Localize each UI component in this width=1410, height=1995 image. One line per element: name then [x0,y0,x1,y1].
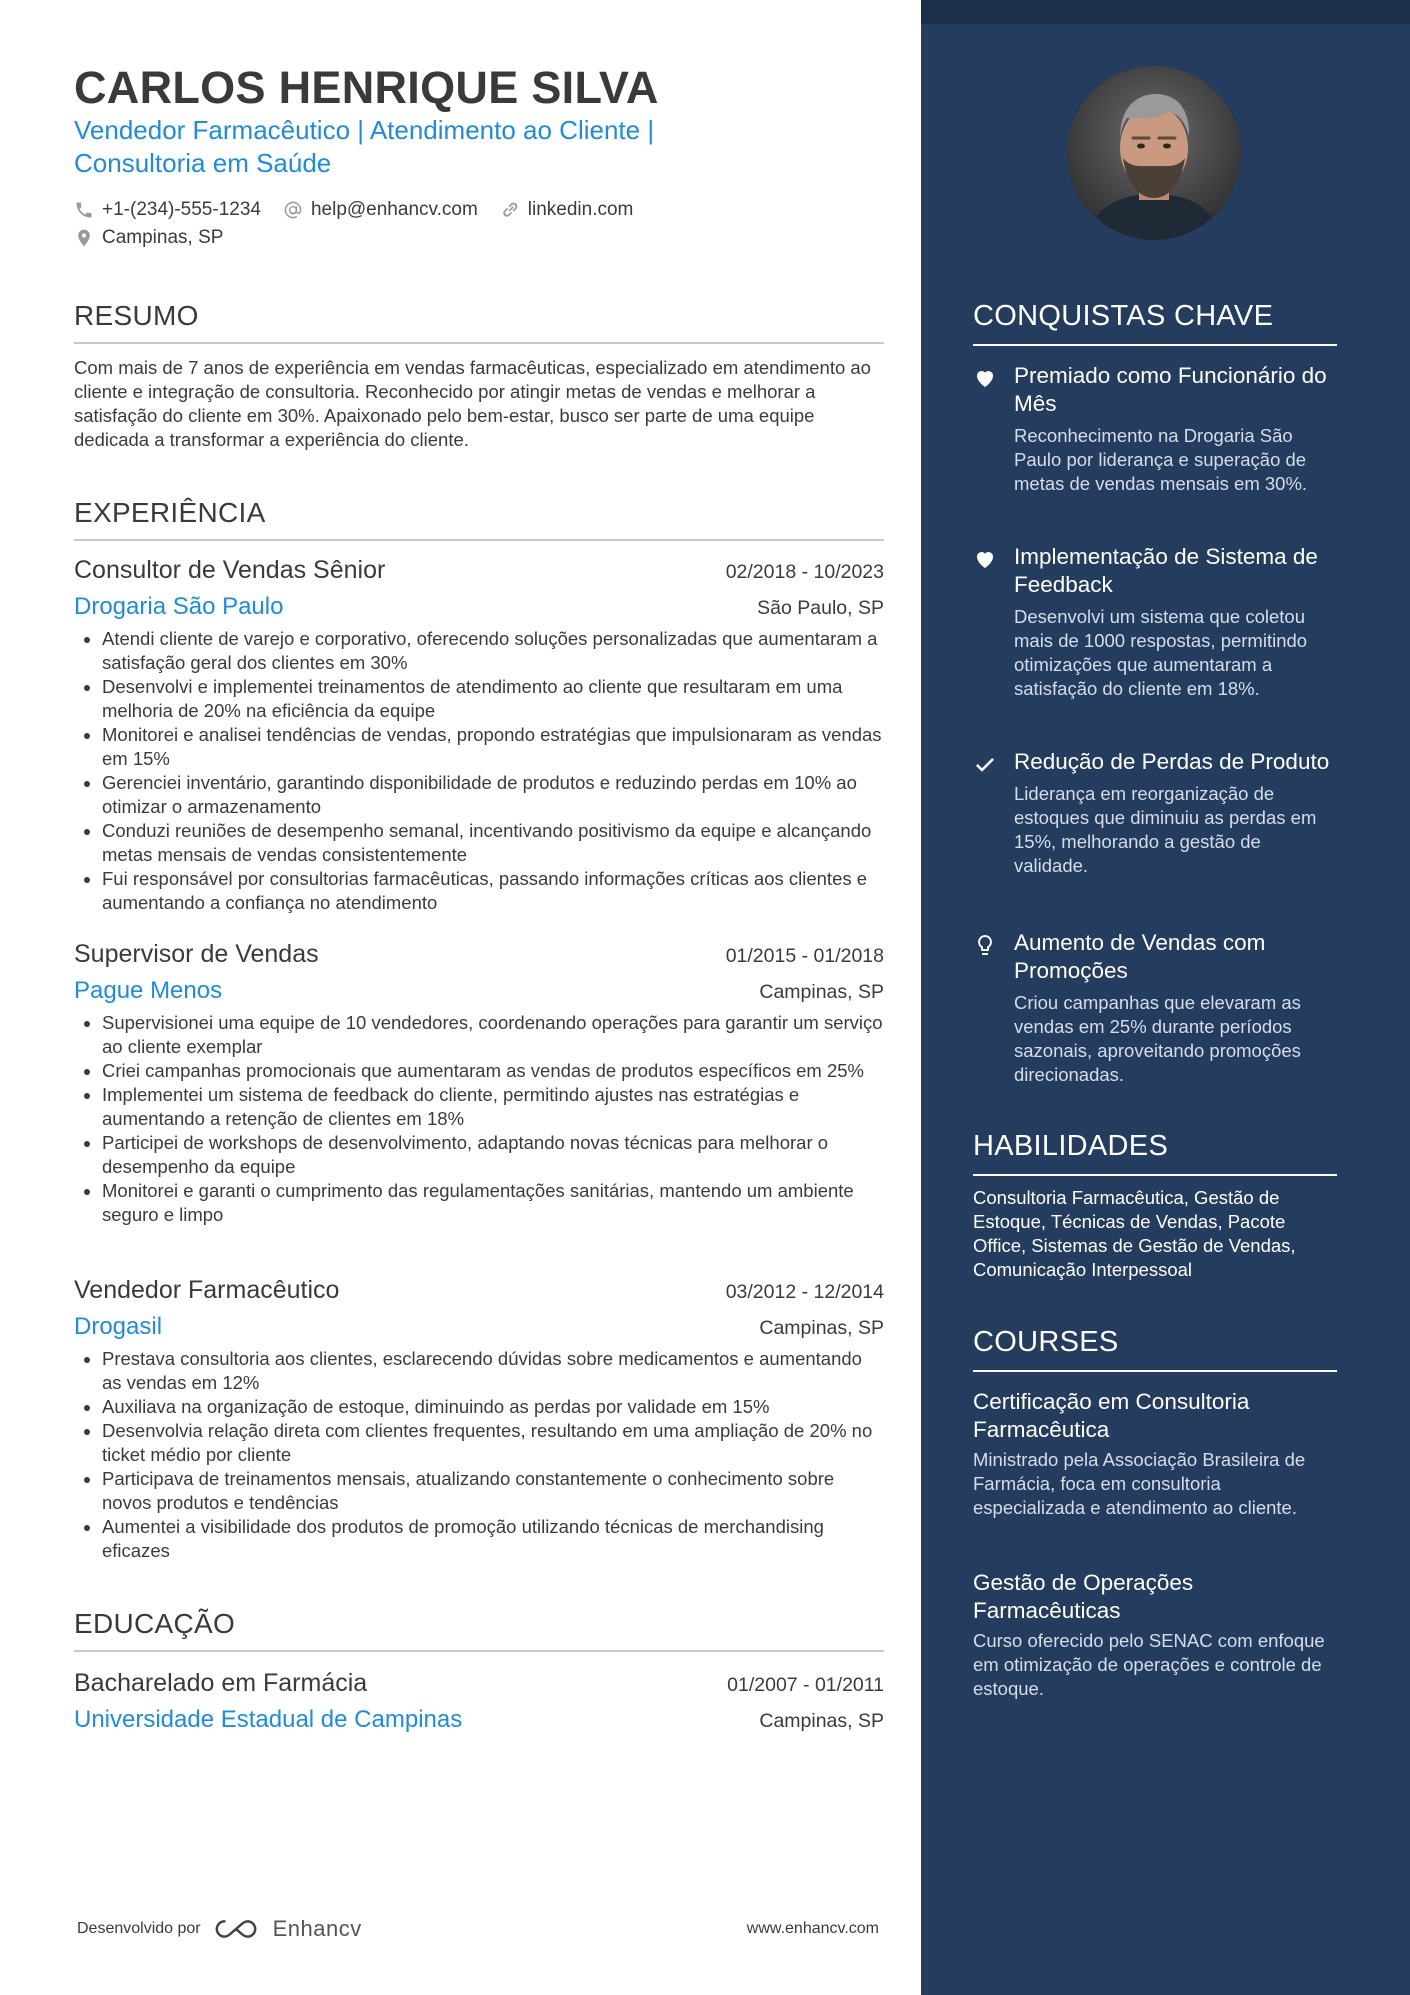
phone-icon [74,200,94,220]
powered-by-label: Desenvolvido por [77,1920,201,1937]
avatar [1067,66,1241,240]
job-title: Supervisor de Vendas [74,940,319,968]
skills-section [973,1130,1337,1282]
profile-photo [1067,66,1241,240]
website-link[interactable]: www.enhancv.com [746,1920,879,1937]
job-location: Campinas, SP [759,981,884,1003]
infinity-logo-icon [213,1917,259,1941]
phone-number: +1-(234)-555-1234 [102,199,261,220]
course-desc: Curso oferecido pelo SENAC com enfoque em otimização de operações e controle de estoque. [973,1630,1325,1699]
at-icon [283,200,303,220]
degree-title: Bacharelado em Farmácia [74,1669,368,1697]
contact-location [74,224,223,252]
section-title-achievements: CONQUISTAS CHAVE [973,300,1274,332]
sidebar [921,0,1410,1995]
bullet-item: Atendi cliente de varejo e corporativo, oferecendo soluções personalizadas que aumentaram a satisfação geral dos clientes em 30% [74,627,884,675]
job-bullets [74,1347,884,1563]
lightbulb-icon [973,933,997,957]
job-title: Consultor de Vendas Sênior [74,556,386,584]
achievement-item [973,748,1337,878]
page-footer [77,1916,879,1942]
bullet-item: Supervisionei uma equipe de 10 vendedores, coordenando operações para garantir um serviço ao cliente exemplar [74,1011,884,1059]
courses-section [973,1326,1337,1699]
brand-name: Enhancv [272,1916,362,1941]
job-dates: 03/2012 - 12/2014 [725,1281,884,1303]
achievement-title: Aumento de Vendas com Promoções [1014,930,1266,983]
bullet-item: Criei campanhas promocionais que aumentaram as vendas de produtos específicos em 25% [74,1059,884,1083]
achievement-item [973,929,1337,1087]
section-divider [973,1174,1337,1176]
course-title: Certificação em Consultoria Farmacêutica [973,1389,1250,1442]
sidebar-top-band [921,0,1410,24]
bullet-item: Participava de treinamentos mensais, atualizando constantemente o conhecimento sobre novos produtos e tendências [74,1467,884,1515]
contact-info [74,196,834,252]
achievement-desc: Desenvolvi um sistema que coletou mais de 1000 respostas, permitindo otimizações que aumentaram a satisfação do cliente em 18%. [1014,606,1308,699]
job-location: São Paulo, SP [757,597,884,619]
course-desc: Ministrado pela Associação Brasileira de Farmácia, foca em consultoria especializada e atendimento ao cliente. [973,1449,1306,1518]
bullet-item: Implementei um sistema de feedback do cliente, permitindo ajustes nas estratégias e aumentando a retenção de clientes em 18% [74,1083,884,1131]
section-divider [74,539,884,541]
candidate-tagline: Vendedor Farmacêutico | Atendimento ao Cliente | Consultoria em Saúde [74,115,655,178]
job-dates: 01/2015 - 01/2018 [725,945,884,967]
achievement-desc: Criou campanhas que elevaram as vendas em 25% durante períodos sazonais, aproveitando promoções direcionadas. [1014,992,1301,1085]
job-bullets [74,627,884,915]
school-name: Universidade Estadual de Campinas [74,1706,463,1733]
school-location: Campinas, SP [759,1710,884,1732]
course-item [973,1569,1337,1701]
achievements-section [973,300,1337,1085]
location-pin-icon [74,228,94,248]
bullet-item: Fui responsável por consultorias farmacêuticas, passando informações críticas aos clientes e aumentando a confiança no atendimento [74,867,884,915]
skills-text: Consultoria Farmacêutica, Gestão de Estoque, Técnicas de Vendas, Pacote Office, Sistemas de Gestão de Vendas, Comunicação Interpessoal [973,1187,1296,1280]
job-company: Drogasil [74,1313,163,1340]
bullet-item: Desenvolvia relação direta com clientes frequentes, resultando em uma ampliação de 20% no ticket médio por cliente [74,1419,884,1467]
achievement-title: Premiado como Funcionário do Mês [1014,363,1327,416]
bullet-item: Desenvolvi e implementei treinamentos de atendimento ao cliente que resultaram em uma melhoria de 20% na eficiência da equipe [74,675,884,723]
job-dates: 02/2018 - 10/2023 [725,561,884,583]
course-item [973,1388,1337,1520]
job-location: Campinas, SP [759,1317,884,1339]
bullet-item: Gerenciei inventário, garantindo disponibilidade de produtos e reduzindo perdas em 10% ao otimizar o armazenamento [74,771,884,819]
bullet-item: Aumentei a visibilidade dos produtos de promoção utilizando técnicas de merchandising eficazes [74,1515,884,1563]
experience-section [74,497,884,541]
bullet-item: Monitorei e garanti o cumprimento das regulamentações sanitárias, mantendo um ambiente seguro e limpo [74,1179,884,1227]
section-divider [74,1650,884,1652]
section-title-experience: EXPERIÊNCIA [74,497,266,528]
enhancv-logo[interactable] [213,1916,362,1942]
education-entry [74,1669,884,1734]
section-title-skills: HABILIDADES [973,1130,1169,1162]
education-dates: 01/2007 - 01/2011 [727,1674,884,1696]
achievement-title: Implementação de Sistema de Feedback [1014,544,1318,597]
bullet-item: Auxiliava na organização de estoque, diminuindo as perdas por validade em 15% [74,1395,884,1419]
candidate-name: CARLOS HENRIQUE SILVA [74,62,659,113]
achievement-item [973,362,1337,496]
bullet-item: Conduzi reuniões de desempenho semanal, incentivando positivismo da equipe e alcançando metas mensais de vendas consistentemente [74,819,884,867]
job-entry [74,940,884,1227]
job-bullets [74,1011,884,1227]
contact-email[interactable] [283,196,478,224]
bullet-item: Participei de workshops de desenvolvimento, adaptando novas técnicas para melhorar o desempenho da equipe [74,1131,884,1179]
linkedin-url: linkedin.com [527,199,634,220]
email-address: help@enhancv.com [310,199,478,220]
heart-icon [973,366,997,390]
education-section [74,1608,884,1652]
section-title-education: EDUCAÇÃO [74,1608,236,1639]
achievement-item [973,543,1337,701]
contact-phone[interactable] [74,196,261,224]
achievement-desc: Liderança em reorganização de estoques que diminuiu as perdas em 15%, melhorando a gestão de validade. [1014,783,1317,876]
summary-text: Com mais de 7 anos de experiência em vendas farmacêuticas, especializado em atendimento ao cliente e integração de consultoria. Reconhecido por atingir metas de vendas e melhorar a satisfação do cliente em 30%. Apaixonado pelo bem-estar, busco ser parte de uma equipe dedicada a transformar a experiência do cliente. [74,357,871,450]
location-text: Campinas, SP [102,227,224,248]
job-entry [74,1276,884,1563]
summary-section [74,300,884,452]
bullet-item: Monitorei e analisei tendências de vendas, propondo estratégias que impulsionaram as vendas em 15% [74,723,884,771]
heart-icon [973,547,997,571]
course-title: Gestão de Operações Farmacêuticas [973,1570,1194,1623]
section-divider [74,342,884,344]
contact-linkedin[interactable] [500,196,634,224]
section-divider [973,1370,1337,1372]
achievement-title: Redução de Perdas de Produto [1014,749,1330,774]
job-company: Pague Menos [74,977,223,1004]
check-icon [973,752,997,776]
job-company: Drogaria São Paulo [74,593,284,620]
bullet-item: Prestava consultoria aos clientes, esclarecendo dúvidas sobre medicamentos e aumentando as vendas em 12% [74,1347,884,1395]
achievement-desc: Reconhecimento na Drogaria São Paulo por liderança e superação de metas de vendas mensais em 30%. [1014,425,1308,494]
job-entry [74,556,884,915]
link-icon [500,200,520,220]
section-title-courses: COURSES [973,1326,1119,1358]
job-title: Vendedor Farmacêutico [74,1276,340,1304]
section-divider [973,344,1337,346]
section-title-summary: RESUMO [74,300,199,331]
